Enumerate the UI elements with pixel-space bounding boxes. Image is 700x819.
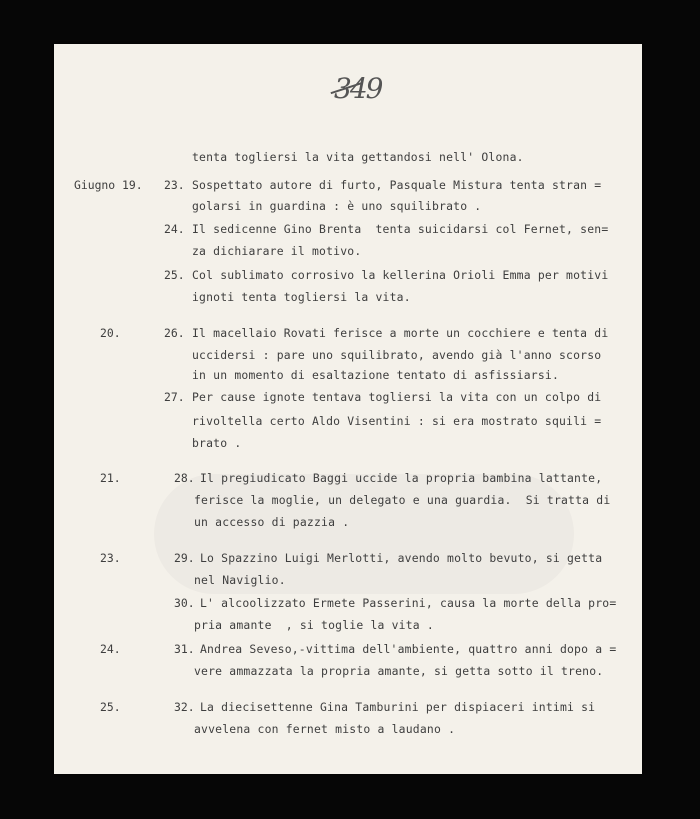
text-line: tenta togliersi la vita gettandosi nell' Olona. xyxy=(192,150,524,164)
text-line: Lo Spazzino Luigi Merlotti, avendo molto bevuto, si getta xyxy=(200,551,603,565)
text-line: rivoltella certo Aldo Visentini : si era mostrato squili = xyxy=(192,414,602,428)
text-line: in un momento di esaltazione tentato di asfissiarsi. xyxy=(192,368,560,382)
date-label: 24. xyxy=(100,642,121,656)
date-label: 20. xyxy=(100,326,121,340)
text-line: avvelena con fernet misto a laudano . xyxy=(194,722,456,736)
entry-number: 30. xyxy=(174,596,195,610)
text-line: Andrea Seveso,-vittima dell'ambiente, quattro anni dopo a = xyxy=(200,642,617,656)
text-line: Il pregiudicato Baggi uccide la propria bambina lattante, xyxy=(200,471,603,485)
entry-number: 31. xyxy=(174,642,195,656)
text-line: za dichiarare il motivo. xyxy=(192,244,362,258)
text-line: Il sedicenne Gino Brenta tenta suicidarsi col Fernet, sen= xyxy=(192,222,609,236)
folio-text: 349 xyxy=(334,72,382,105)
entry-number: 32. xyxy=(174,700,195,714)
text-line: ferisce la moglie, un delegato e una guardia. Si tratta di xyxy=(194,493,611,507)
text-line: Il macellaio Rovati ferisce a morte un cocchiere e tenta di xyxy=(192,326,609,340)
typescript-page xyxy=(54,44,642,774)
entry-number: 23. xyxy=(164,178,185,192)
date-label: 23. xyxy=(100,551,121,565)
entry-number: 29. xyxy=(174,551,195,565)
text-line: un accesso di pazzia . xyxy=(194,515,350,529)
text-line: nel Naviglio. xyxy=(194,573,286,587)
text-line: Per cause ignote tentava togliersi la vita con un colpo di xyxy=(192,390,602,404)
entry-number: 28. xyxy=(174,471,195,485)
date-label: Giugno 19. xyxy=(74,178,143,192)
text-line: brato . xyxy=(192,436,242,450)
folio-number xyxy=(334,72,381,105)
entry-number: 27. xyxy=(164,390,185,404)
text-line: La diecisettenne Gina Tamburini per dispiaceri intimi si xyxy=(200,700,596,714)
date-label: 25. xyxy=(100,700,121,714)
entry-number: 24. xyxy=(164,222,185,236)
entry-number: 25. xyxy=(164,268,185,282)
text-line: Sospettato autore di furto, Pasquale Mistura tenta stran = xyxy=(192,178,602,192)
entry-number: 26. xyxy=(164,326,185,340)
date-label: 21. xyxy=(100,471,121,485)
text-line: uccidersi : pare uno squilibrato, avendo già l'anno scorso xyxy=(192,348,602,362)
text-line: L' alcoolizzato Ermete Passerini, causa la morte della pro= xyxy=(200,596,617,610)
text-line: vere ammazzata la propria amante, si getta sotto il treno. xyxy=(194,664,604,678)
text-line: Col sublimato corrosivo la kellerina Orioli Emma per motivi xyxy=(192,268,609,282)
text-line: ignoti tenta togliersi la vita. xyxy=(192,290,411,304)
text-line: pria amante , si toglie la vita . xyxy=(194,618,434,632)
text-line: golarsi in guardina : è uno squilibrato . xyxy=(192,199,482,213)
